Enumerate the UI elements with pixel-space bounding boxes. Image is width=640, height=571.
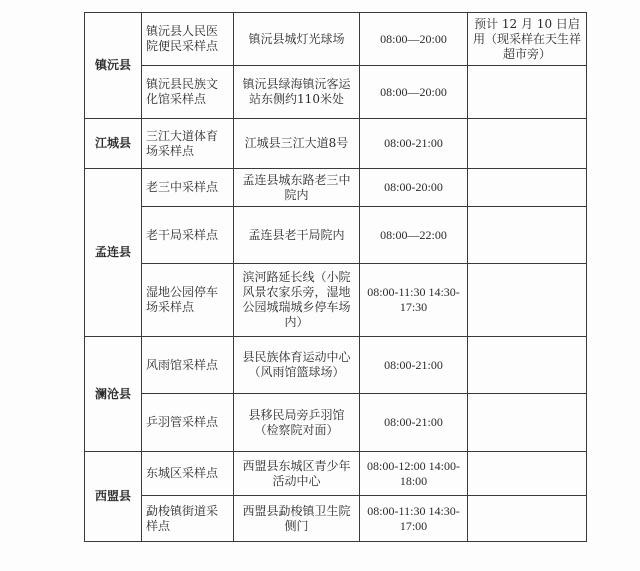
address-cell: 县民族体育运动中心（风雨馆篮球场） [234, 337, 360, 394]
table-row [85, 207, 587, 264]
sampling-sites-table [84, 12, 587, 542]
address-cell: 镇沅县城灯光球场 [234, 13, 360, 66]
site-name-cell: 镇沅县民族文化馆采样点 [142, 66, 234, 119]
note-cell [468, 496, 587, 542]
hours-cell: 08:00-21:00 [360, 337, 468, 394]
hours-cell: 08:00—20:00 [360, 66, 468, 119]
hours-cell: 08:00-21:00 [360, 394, 468, 452]
note-cell [468, 264, 587, 337]
site-name-cell: 老干局采样点 [142, 207, 234, 264]
note-cell [468, 66, 587, 119]
site-name-cell: 风雨馆采样点 [142, 337, 234, 394]
address-cell: 县移民局旁乒羽馆（检察院对面） [234, 394, 360, 452]
hours-cell: 08:00—22:00 [360, 207, 468, 264]
note-cell [468, 169, 587, 207]
table-row [85, 394, 587, 452]
site-name-cell: 老三中采样点 [142, 169, 234, 207]
site-name-cell: 勐梭镇街道采样点 [142, 496, 234, 542]
hours-cell: 08:00-21:00 [360, 119, 468, 169]
county-cell: 澜沧县 [85, 337, 142, 452]
table-row [85, 264, 587, 337]
site-name-cell: 乒羽管采样点 [142, 394, 234, 452]
hours-cell: 08:00-20:00 [360, 169, 468, 207]
address-cell: 西盟县勐梭镇卫生院侧门 [234, 496, 360, 542]
address-cell: 孟连县城东路老三中院内 [234, 169, 360, 207]
site-name-cell: 三江大道体育场采样点 [142, 119, 234, 169]
note-cell [468, 337, 587, 394]
address-cell: 西盟县东城区青少年活动中心 [234, 452, 360, 496]
county-cell: 孟连县 [85, 169, 142, 337]
note-cell [468, 119, 587, 169]
address-cell: 孟连县老干局院内 [234, 207, 360, 264]
note-cell [468, 452, 587, 496]
hours-cell: 08:00—20:00 [360, 13, 468, 66]
address-cell: 江城县三江大道8号 [234, 119, 360, 169]
address-cell: 滨河路延长线（小院风景农家乐旁，湿地公园城瑞城乡停车场内） [234, 264, 360, 337]
table-row [85, 496, 587, 542]
note-cell [468, 207, 587, 264]
site-name-cell: 镇沅县人民医院便民采样点 [142, 13, 234, 66]
site-name-cell: 东城区采样点 [142, 452, 234, 496]
table-row [85, 337, 587, 394]
address-cell: 镇沅县绿海镇沅客运站东侧约110米处 [234, 66, 360, 119]
table-row [85, 66, 587, 119]
table-row [85, 13, 587, 66]
table-row [85, 169, 587, 207]
note-cell: 预计 12 月 10 日启用（现采样在天生祥超市旁） [468, 13, 587, 66]
site-name-cell: 湿地公园停车场采样点 [142, 264, 234, 337]
county-cell: 镇沅县 [85, 13, 142, 119]
hours-cell: 08:00-11:30 14:30-17:00 [360, 496, 468, 542]
hours-cell: 08:00-12:00 14:00-18:00 [360, 452, 468, 496]
county-cell: 西盟县 [85, 452, 142, 542]
note-cell [468, 394, 587, 452]
table-row [85, 119, 587, 169]
county-cell: 江城县 [85, 119, 142, 169]
table-row [85, 452, 587, 496]
hours-cell: 08:00-11:30 14:30-17:30 [360, 264, 468, 337]
